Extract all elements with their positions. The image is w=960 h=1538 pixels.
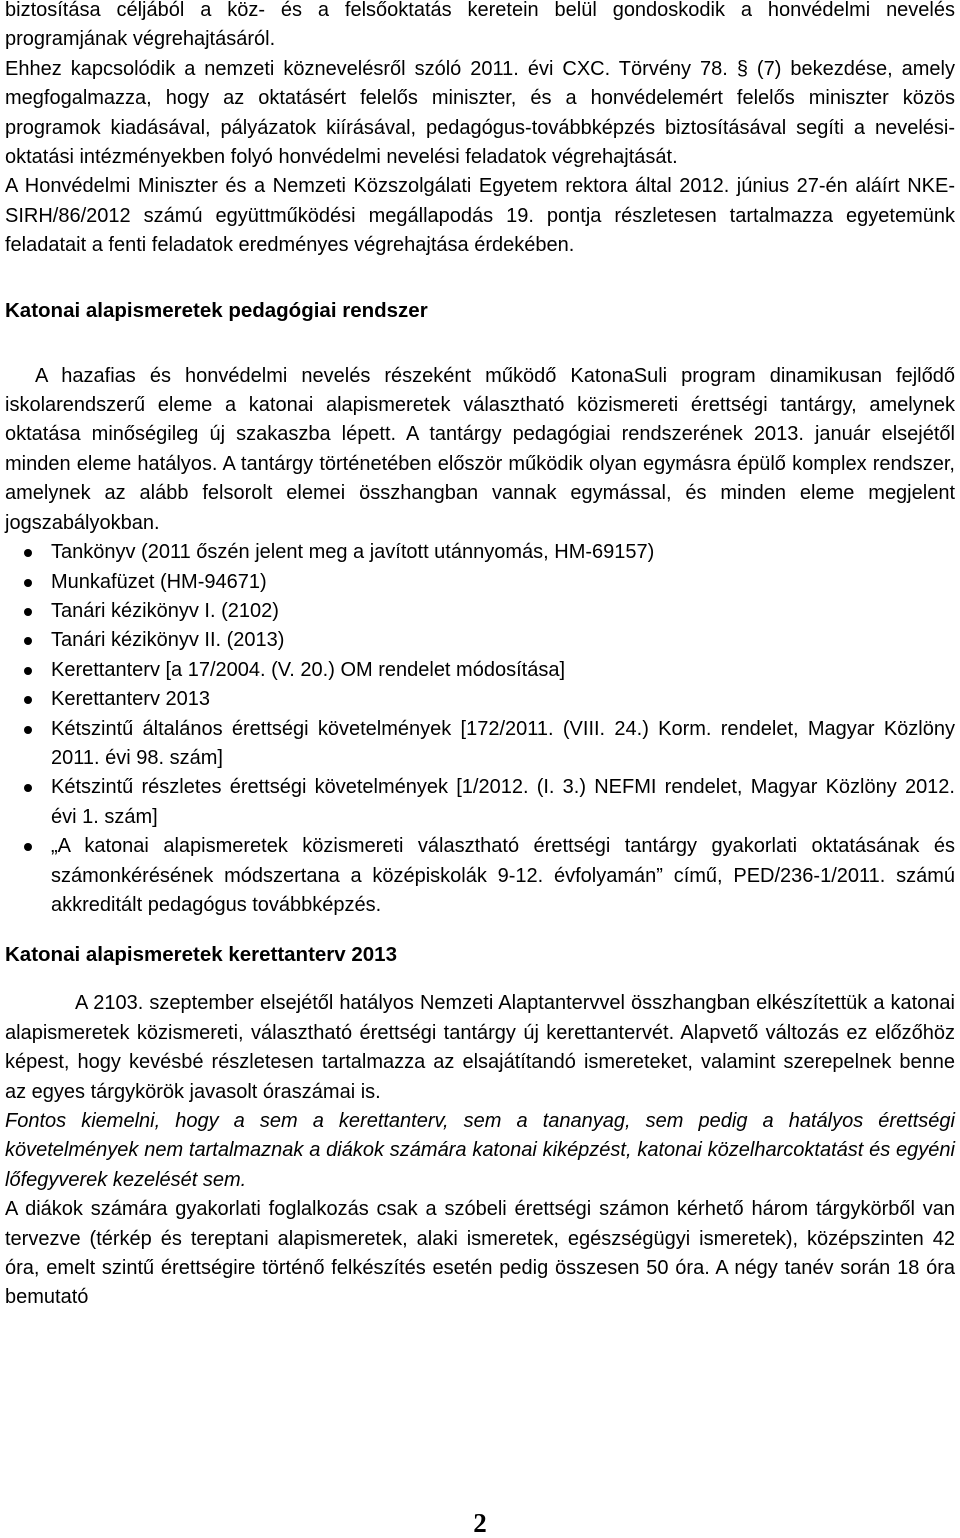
list-item: [5, 538, 955, 567]
pedagogical-system-paragraph: A hazafias és honvédelmi nevelés részeként működő KatonaSuli program dinamikusan fejlődő iskolarendszerű eleme a katonai alapismeretek választható közismereti érettségi tantárgy, amelynek oktatása minőségileg új szakaszba lépett. A tantárgy pedagógiai rendszerének 2013. január elsejétől minden eleme hatályos. A tantárgy történetében először működik olyan egymásra épülő komplex rendszer, amelynek az alább felsorolt elemei összhangban vannak egymással, és minden eleme megjelent jogszabályokban.: [5, 364, 955, 534]
bullet-icon: [24, 579, 32, 587]
bullet-icon: [24, 549, 32, 557]
list-item-text: Kerettanterv [a 17/2004. (V. 20.) OM rendelet módosítása]: [51, 658, 565, 681]
agreement-paragraph: A Honvédelmi Miniszter és a Nemzeti Közszolgálati Egyetem rektora által 2012. június 27-én aláírt NKE-SIRH/86/2012 számú együttműködési megállapodás 19. pontja részletesen tartalmazza egyetemünk feladatait a fenti feladatok eredményes végrehajtása érdekében.: [5, 175, 955, 257]
list-item-text: Kerettanterv 2013: [51, 688, 210, 711]
section-heading-framework-curriculum: Katonai alapismeretek kerettanterv 2013: [5, 943, 397, 967]
list-item: [5, 773, 955, 832]
bullet-icon: [24, 637, 32, 645]
bullet-icon: [24, 696, 32, 704]
section-heading-pedagogical-system: Katonai alapismeretek pedagógiai rendszer: [5, 298, 428, 322]
list-item: [5, 568, 955, 597]
bullet-icon: [24, 726, 32, 734]
practical-sessions-paragraph: A diákok számára gyakorlati foglalkozás csak a szóbeli érettségi számon kérhető három tárgykörből van tervezve (térkép és tereptani alapismeretek, alaki ismeretek, egészségügyi ismeretek), középszinten 42 óra, emelt szintű érettségire történő felkészítés esetén pedig összesen 50 óra. A négy tanév során 18 óra bemutató: [5, 1198, 955, 1309]
page-number: 2: [473, 1508, 487, 1538]
law-paragraph: Ehhez kapcsolódik a nemzeti köznevelésről szóló 2011. évi CXC. Törvény 78. § (7) bekezdése, amely megfogalmazza, hogy az oktatásért felelős miniszter, és a honvédelemért felelős miniszter közös programok kiadásával, pályázatok kiírásával, pedagógus-továbbképzés biztosításával segíti a nevelési-oktatási intézményekben folyó honvédelmi nevelési feladatok végrehajtását.: [5, 57, 955, 169]
materials-list: [5, 538, 955, 920]
list-item: [5, 597, 955, 626]
list-item: [5, 832, 955, 920]
list-item-text: Munkafüzet (HM-94671): [51, 570, 267, 593]
list-item-text: Tanári kézikönyv II. (2013): [51, 629, 285, 652]
intro-paragraph: biztosítása céljából a köz- és a felsőoktatás keretein belül gondoskodik a honvédelmi nevelés programjának végrehajtásáról.: [5, 0, 955, 51]
list-item-text: Kétszintű általános érettségi követelmények [172/2011. (VIII. 24.) Korm. rendelet, Magyar Közlöny 2011. évi 98. szám]: [51, 717, 955, 769]
list-item: [5, 685, 955, 714]
list-item-text: Kétszintű részletes érettségi követelmények [1/2012. (I. 3.) NEFMI rendelet, Magyar Közlöny 2012. évi 1. szám]: [51, 776, 955, 828]
list-item: [5, 656, 955, 685]
list-item-text: „A katonai alapismeretek közismereti választható érettségi tantárgy gyakorlati oktatásának és számonkérésének módszertana a középiskolák 9-12. évfolyamán” című, PED/236-1/2011. számú akkreditált pedagógus továbbképzés.: [51, 835, 955, 916]
bullet-icon: [24, 784, 32, 792]
framework-curriculum-paragraph: A 2103. szeptember elsejétől hatályos Nemzeti Alaptantervvel összhangban elkészítettük a katonai alapismeretek közismereti, választható érettségi tantárgy új kerettantervét. Alapvető változás ez előzőhöz képest, hogy kevésbé részletesen tartalmazza az elsajátítandó ismereteket, valamint szerepelnek benne az egyes tárgykörök javasolt óraszámai is.: [5, 992, 955, 1103]
list-item-text: Tankönyv (2011 őszén jelent meg a javított utánnyomás, HM-69157): [51, 541, 655, 564]
bullet-icon: [24, 843, 32, 851]
list-item: [5, 626, 955, 655]
document-page: [5, 0, 955, 1313]
bullet-icon: [24, 667, 32, 675]
emphasis-paragraph: Fontos kiemelni, hogy a sem a kerettanterv, sem a tananyag, sem pedig a hatályos érettségi követelmények nem tartalmaznak a diákok számára katonai kiképzést, katonai közelharcoktatást és egyéni lőfegyverek kezelését sem.: [5, 1110, 955, 1191]
bullet-icon: [24, 608, 32, 616]
list-item: [5, 715, 955, 774]
list-item-text: Tanári kézikönyv I. (2102): [51, 599, 279, 622]
